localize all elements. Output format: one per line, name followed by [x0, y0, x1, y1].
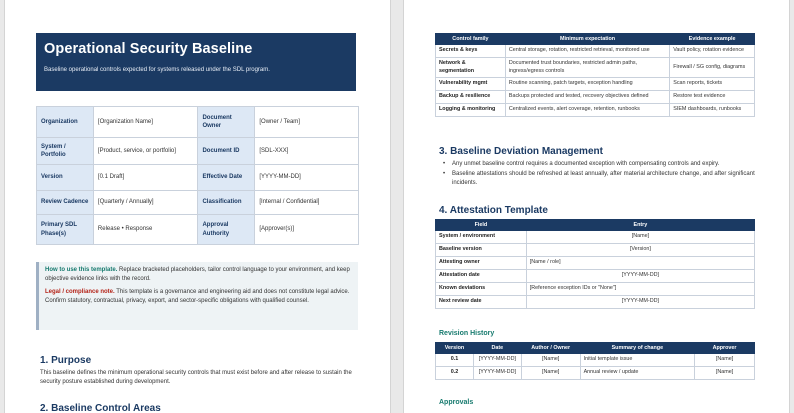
table-cell: [Version] — [526, 244, 754, 257]
meta-value: Release • Response — [93, 215, 198, 245]
table-cell: [Name] — [521, 367, 580, 380]
document-title: Operational Security Baseline — [44, 41, 253, 57]
title-banner — [36, 33, 356, 91]
attestation-heading: 4. Attestation Template — [439, 205, 548, 216]
table-cell: Next review date — [436, 296, 527, 309]
table-cell: Logging & monitoring — [436, 104, 506, 117]
table-cell: [Name / role] — [526, 257, 754, 270]
column-header: Approver — [695, 343, 755, 354]
table-cell: Firewall / SG config, diagrams — [670, 58, 755, 78]
meta-label: Document ID — [198, 138, 255, 165]
column-header: Summary of change — [580, 343, 695, 354]
table-cell: [YYYY-MM-DD] — [473, 354, 521, 367]
table-row — [37, 215, 359, 245]
controls-heading: 2. Baseline Control Areas — [40, 403, 161, 413]
column-header: Author / Owner — [521, 343, 580, 354]
table-cell: SIEM dashboards, runbooks — [670, 104, 755, 117]
table-row — [37, 138, 359, 165]
table-row — [436, 354, 755, 367]
column-header: Version — [436, 343, 474, 354]
meta-value: [Internal / Confidential] — [255, 191, 359, 215]
meta-value: [Owner / Team] — [255, 107, 359, 138]
meta-label: Classification — [198, 191, 255, 215]
column-header: Date — [473, 343, 521, 354]
column-header: Minimum expectation — [505, 34, 669, 45]
baseline-controls-table — [435, 33, 755, 117]
legal-note-text: This template is a governance and engineering aid and does not constitute legal advice. Confirm statutory, contractual, privacy, export, and sector-specific obligations with qualified counsel. — [45, 289, 350, 305]
how-to-use-paragraph — [45, 266, 352, 283]
legal-note-label: Legal / compliance note. — [45, 289, 115, 296]
meta-value: [Approver(s)] — [255, 215, 359, 245]
table-cell: [Name] — [521, 354, 580, 367]
column-header: Entry — [526, 220, 754, 231]
document-subtitle: Baseline operational controls expected for systems released under the SDL program. — [44, 67, 270, 73]
table-cell: Initial template issue — [580, 354, 695, 367]
how-to-use-label: How to use this template. — [45, 267, 118, 273]
table-cell: Annual review / update — [580, 367, 695, 380]
table-cell: Central storage, rotation, restricted retrieval, monitored use — [505, 45, 669, 58]
table-cell: Network & segmentation — [436, 58, 506, 78]
meta-label: Version — [37, 165, 94, 191]
table-row — [37, 165, 359, 191]
approvals-heading: Approvals — [439, 399, 474, 406]
table-cell: [Reference exception IDs or "None"] — [526, 283, 754, 296]
table-cell: Backup & resilience — [436, 91, 506, 104]
deviation-bullet-list — [442, 160, 758, 189]
meta-label: Organization — [37, 107, 94, 138]
table-cell: [YYYY-MM-DD] — [526, 270, 754, 283]
revision-history-heading: Revision History — [439, 330, 495, 337]
table-cell: Backups protected and tested, recovery objectives defined — [505, 91, 669, 104]
table-cell: 0.2 — [436, 367, 474, 380]
table-cell: Attesting owner — [436, 257, 527, 270]
purpose-heading: 1. Purpose — [40, 355, 92, 366]
table-header-row — [436, 34, 755, 45]
usage-note-callout — [36, 262, 358, 330]
how-to-use-text: Replace bracketed placeholders, tailor control language to your environment, and keep objective evidence links with the record. — [45, 267, 350, 282]
table-header-row — [436, 343, 755, 354]
table-cell: 0.1 — [436, 354, 474, 367]
table-cell: Baseline version — [436, 244, 527, 257]
list-item: • Baseline attestations should be refreshed at least annually, after material architecture change, and after significant incidents. — [442, 170, 758, 188]
list-item: • Any unmet baseline control requires a documented exception with compensating controls and expiry. — [442, 160, 758, 169]
table-row — [436, 257, 755, 270]
table-cell: Secrets & keys — [436, 45, 506, 58]
meta-label: System / Portfolio — [37, 138, 94, 165]
table-row — [436, 296, 755, 309]
table-cell: Attestation date — [436, 270, 527, 283]
table-cell: [Name] — [695, 367, 755, 380]
table-row — [436, 231, 755, 244]
revision-history-table — [435, 342, 755, 380]
table-cell: [Name] — [526, 231, 754, 244]
meta-value: [Quarterly / Annually] — [93, 191, 198, 215]
table-row — [37, 107, 359, 138]
table-cell: [YYYY-MM-DD] — [526, 296, 754, 309]
table-cell: [Name] — [695, 354, 755, 367]
table-row — [436, 270, 755, 283]
legal-note-paragraph — [45, 288, 352, 305]
meta-value: [YYYY-MM-DD] — [255, 165, 359, 191]
meta-label: Document Owner — [198, 107, 255, 138]
meta-value: [SDL-XXX] — [255, 138, 359, 165]
table-cell: Vault policy, rotation evidence — [670, 45, 755, 58]
table-cell: Known deviations — [436, 283, 527, 296]
table-cell: Documented trust boundaries, restricted admin paths, ingress/egress controls — [505, 58, 669, 78]
table-cell: Vulnerability mgmt — [436, 78, 506, 91]
meta-label: Approval Authority — [198, 215, 255, 245]
table-cell: System / environment — [436, 231, 527, 244]
meta-value: [Organization Name] — [93, 107, 198, 138]
meta-label: Primary SDL Phase(s) — [37, 215, 94, 245]
purpose-text: This baseline defines the minimum operational security controls that must exist before and after release to sustain the security posture established during development. — [40, 370, 352, 385]
document-page-right — [403, 0, 790, 413]
table-row — [436, 78, 755, 91]
document-metadata-table — [36, 106, 359, 245]
table-cell: Scan reports, tickets — [670, 78, 755, 91]
table-cell: [YYYY-MM-DD] — [473, 367, 521, 380]
table-row — [436, 244, 755, 257]
table-cell: Restore test evidence — [670, 91, 755, 104]
table-row — [436, 91, 755, 104]
deviation-heading: 3. Baseline Deviation Management — [439, 146, 603, 157]
column-header: Field — [436, 220, 527, 231]
column-header: Control family — [436, 34, 506, 45]
table-cell: Centralized events, alert coverage, retention, runbooks — [505, 104, 669, 117]
table-row — [436, 104, 755, 117]
table-row — [436, 367, 755, 380]
meta-value: [0.1 Draft] — [93, 165, 198, 191]
table-row — [436, 45, 755, 58]
meta-label: Effective Date — [198, 165, 255, 191]
meta-label: Review Cadence — [37, 191, 94, 215]
attestation-table — [435, 219, 755, 309]
table-header-row — [436, 220, 755, 231]
table-row — [436, 283, 755, 296]
table-cell: Routine scanning, patch targets, exception handling — [505, 78, 669, 91]
table-row — [37, 191, 359, 215]
meta-value: [Product, service, or portfolio] — [93, 138, 198, 165]
table-row — [436, 58, 755, 78]
document-page-left — [4, 0, 391, 413]
column-header: Evidence example — [670, 34, 755, 45]
